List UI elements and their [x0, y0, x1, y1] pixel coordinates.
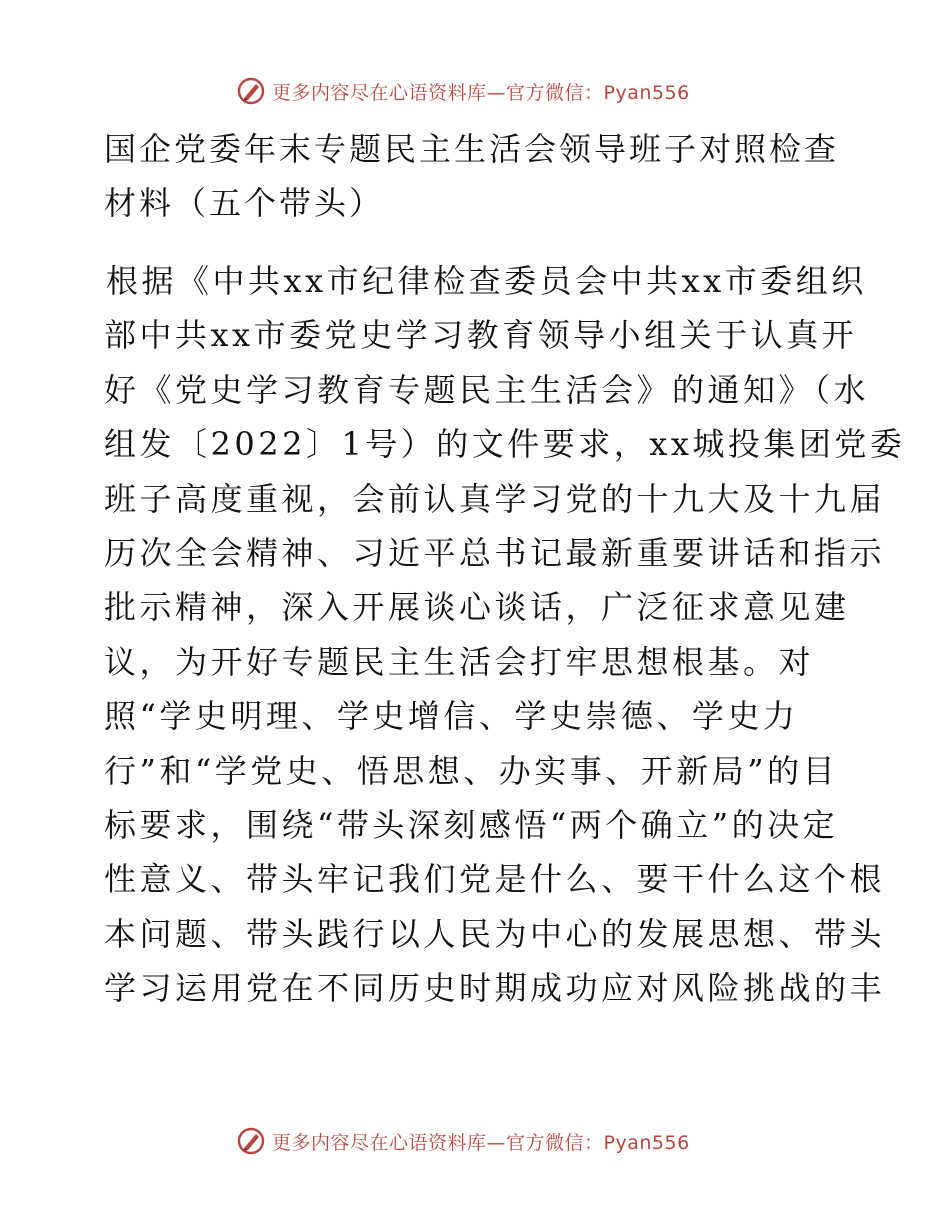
footer-watermark — [236, 1124, 690, 1158]
body-line: 班子高度重视，会前认真学习党的十九大及十九届 — [104, 479, 886, 518]
body-line: 批示精神，深入开展谈心谈话，广泛征求意见建 — [104, 588, 850, 627]
body-line: 行”和“学党史、悟思想、办实事、开新局”的目 — [104, 751, 839, 790]
body-line: 本问题、带头践行以人民为中心的发展思想、带头 — [104, 914, 886, 953]
body-line: 部中共xx市委党史学习教育领导小组关于认真开 — [104, 316, 858, 355]
document-title — [104, 122, 864, 230]
body-line: 性意义、带头牢记我们党是什么、要干什么这个根 — [104, 860, 886, 899]
body-line: 标要求，围绕“带头深刻感悟“两个确立”的决定 — [104, 806, 839, 845]
pen-logo-icon — [236, 76, 266, 106]
body-line: 好《党史学习教育专题民主生活会》的通知》（水 — [104, 370, 870, 409]
header-watermark — [236, 74, 690, 108]
body-line: 学习运用党在不同历史时期成功应对风险挑战的丰 — [104, 969, 886, 1008]
title-line: 国企党委年末专题民主生活会领导班子对照检查 — [104, 130, 840, 168]
watermark-text: 更多内容尽在心语资料库—官方微信：Pyan556 — [272, 81, 690, 104]
body-line: 组发〔2022〕1号）的文件要求，xx城投集团党委 — [104, 425, 906, 464]
body-line: 议，为开好专题民主生活会打牢思想根基。对 — [104, 642, 815, 681]
body-line: 根据《中共xx市纪律检查委员会中共xx市委组织 — [106, 262, 867, 300]
body-line: 照“学史明理、学史增信、学史崇德、学史力 — [104, 697, 799, 736]
pen-logo-icon — [236, 1126, 266, 1156]
document-body — [104, 254, 906, 1016]
watermark-text: 更多内容尽在心语资料库—官方微信：Pyan556 — [272, 1131, 690, 1154]
body-line: 历次全会精神、习近平总书记最新重要讲话和指示 — [104, 534, 886, 573]
title-line: 材料（五个带头） — [104, 184, 385, 222]
